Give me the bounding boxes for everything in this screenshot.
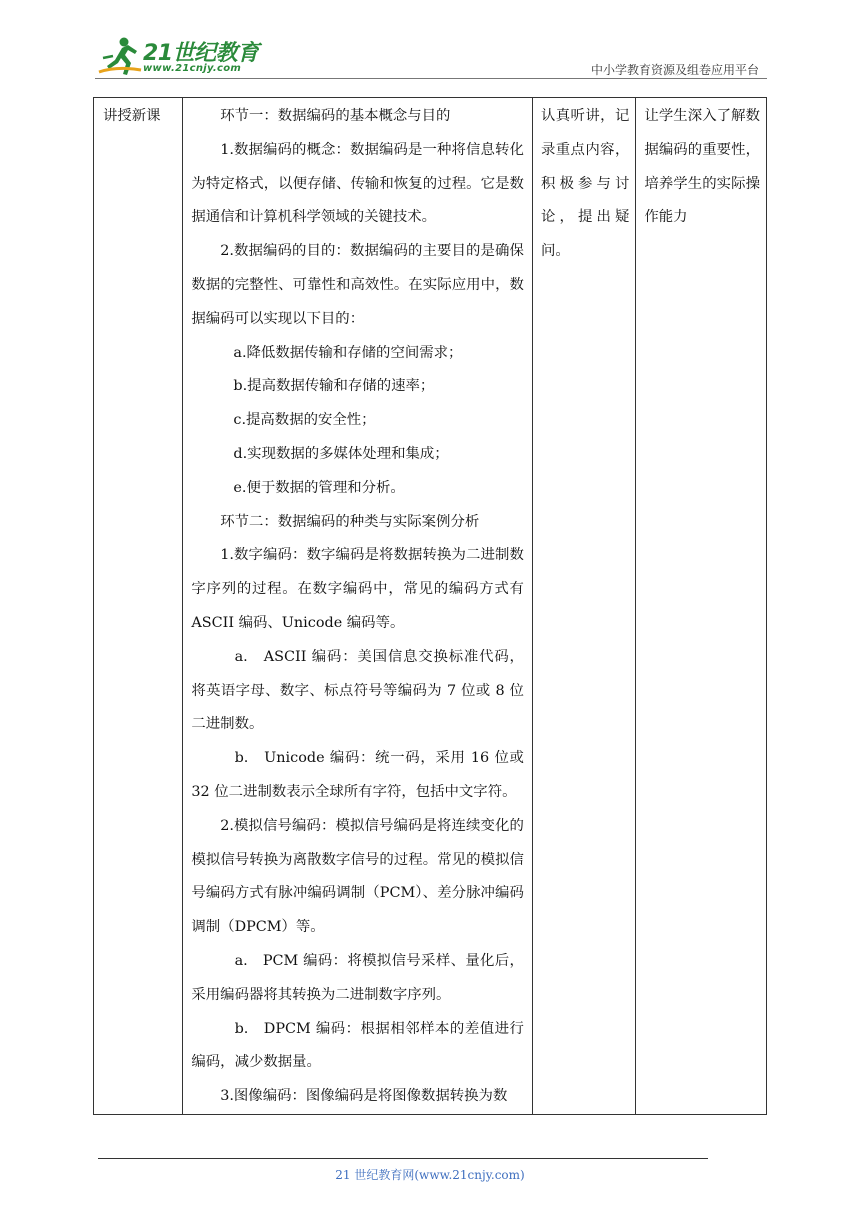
footer-divider xyxy=(98,1158,708,1159)
runner-logo-icon xyxy=(95,36,143,78)
content-paragraph: a.降低数据传输和存储的空间需求； xyxy=(233,344,463,361)
content-paragraph: d.实现数据的多媒体处理和集成； xyxy=(233,445,449,462)
content-paragraph: 1.数字编码：数字编码是将数据转换为二进制数字序列的过程。在数字编码中，常见的编码方式有 ASCII 编码、Unicode 编码等。 xyxy=(191,547,524,631)
lesson-plan-table xyxy=(93,97,767,1115)
content-paragraph: 3.图像编码：图像编码是将图像数据转换为数 xyxy=(220,1088,508,1105)
design-intent-cell xyxy=(636,98,767,1115)
content-paragraph: a. PCM 编码：将模拟信号采样、量化后，采用编码器将其转换为二进制数字序列。 xyxy=(191,952,524,1003)
section-label: 讲授新课 xyxy=(103,108,161,124)
teaching-content-cell xyxy=(183,98,533,1115)
content-paragraph: c.提高数据的安全性； xyxy=(233,412,376,429)
platform-name: 中小学教育资源及组卷应用平台 xyxy=(590,63,759,77)
logo-text: 21世纪教育 xyxy=(143,41,259,66)
content-paragraph: e.便于数据的管理和分析。 xyxy=(233,479,405,496)
content-paragraph: b. DPCM 编码：根据相邻样本的差值进行编码，减少数据量。 xyxy=(191,1020,524,1071)
content-paragraph: 环节一：数据编码的基本概念与目的 xyxy=(220,108,451,124)
design-intent: 让学生深入了解数据编码的重要性，培养学生的实际操作能力 xyxy=(644,108,760,226)
content-paragraph: a. ASCII 编码：美国信息交换标准代码，将英语字母、数字、标点符号等编码为 7 位或 8 位二进制数。 xyxy=(191,648,524,733)
student-activity-cell xyxy=(532,98,635,1115)
footer-link[interactable]: 21 世纪教育网(www.21cnjy.com) xyxy=(335,1168,525,1182)
table-row xyxy=(94,98,767,1115)
section-label-cell xyxy=(94,98,183,1115)
header-divider xyxy=(95,78,767,79)
content-paragraph: b. Unicode 编码：统一码，采用 16 位或 32 位二进制数表示全球所有字符，包括中文字符。 xyxy=(191,750,524,800)
content-paragraph: 1.数据编码的概念：数据编码是一种将信息转化为特定格式，以便存储、传输和恢复的过程。它是数据通信和计算机科学领域的关键技术。 xyxy=(191,141,524,226)
page-header xyxy=(95,30,767,80)
student-activity: 认真听讲，记录重点内容，积极参与讨论，提出疑问。 xyxy=(540,108,630,260)
content-paragraph: b.提高数据传输和存储的速率； xyxy=(233,378,435,395)
logo-url: www.21cnjy.com xyxy=(143,63,242,74)
site-logo[interactable] xyxy=(95,36,260,78)
teaching-content xyxy=(183,98,532,1114)
content-paragraph: 环节二：数据编码的种类与实际案例分析 xyxy=(220,513,480,530)
content-paragraph: 2.模拟信号编码：模拟信号编码是将连续变化的模拟信号转换为离散数字信号的过程。常见的模拟信号编码方式有脉冲编码调制（PCM）、差分脉冲编码调制（DPCM）等。 xyxy=(191,817,524,936)
content-paragraph: 2.数据编码的目的：数据编码的主要目的是确保数据的完整性、可靠性和高效性。在实际应用中，数据编码可以实现以下目的： xyxy=(191,243,524,327)
